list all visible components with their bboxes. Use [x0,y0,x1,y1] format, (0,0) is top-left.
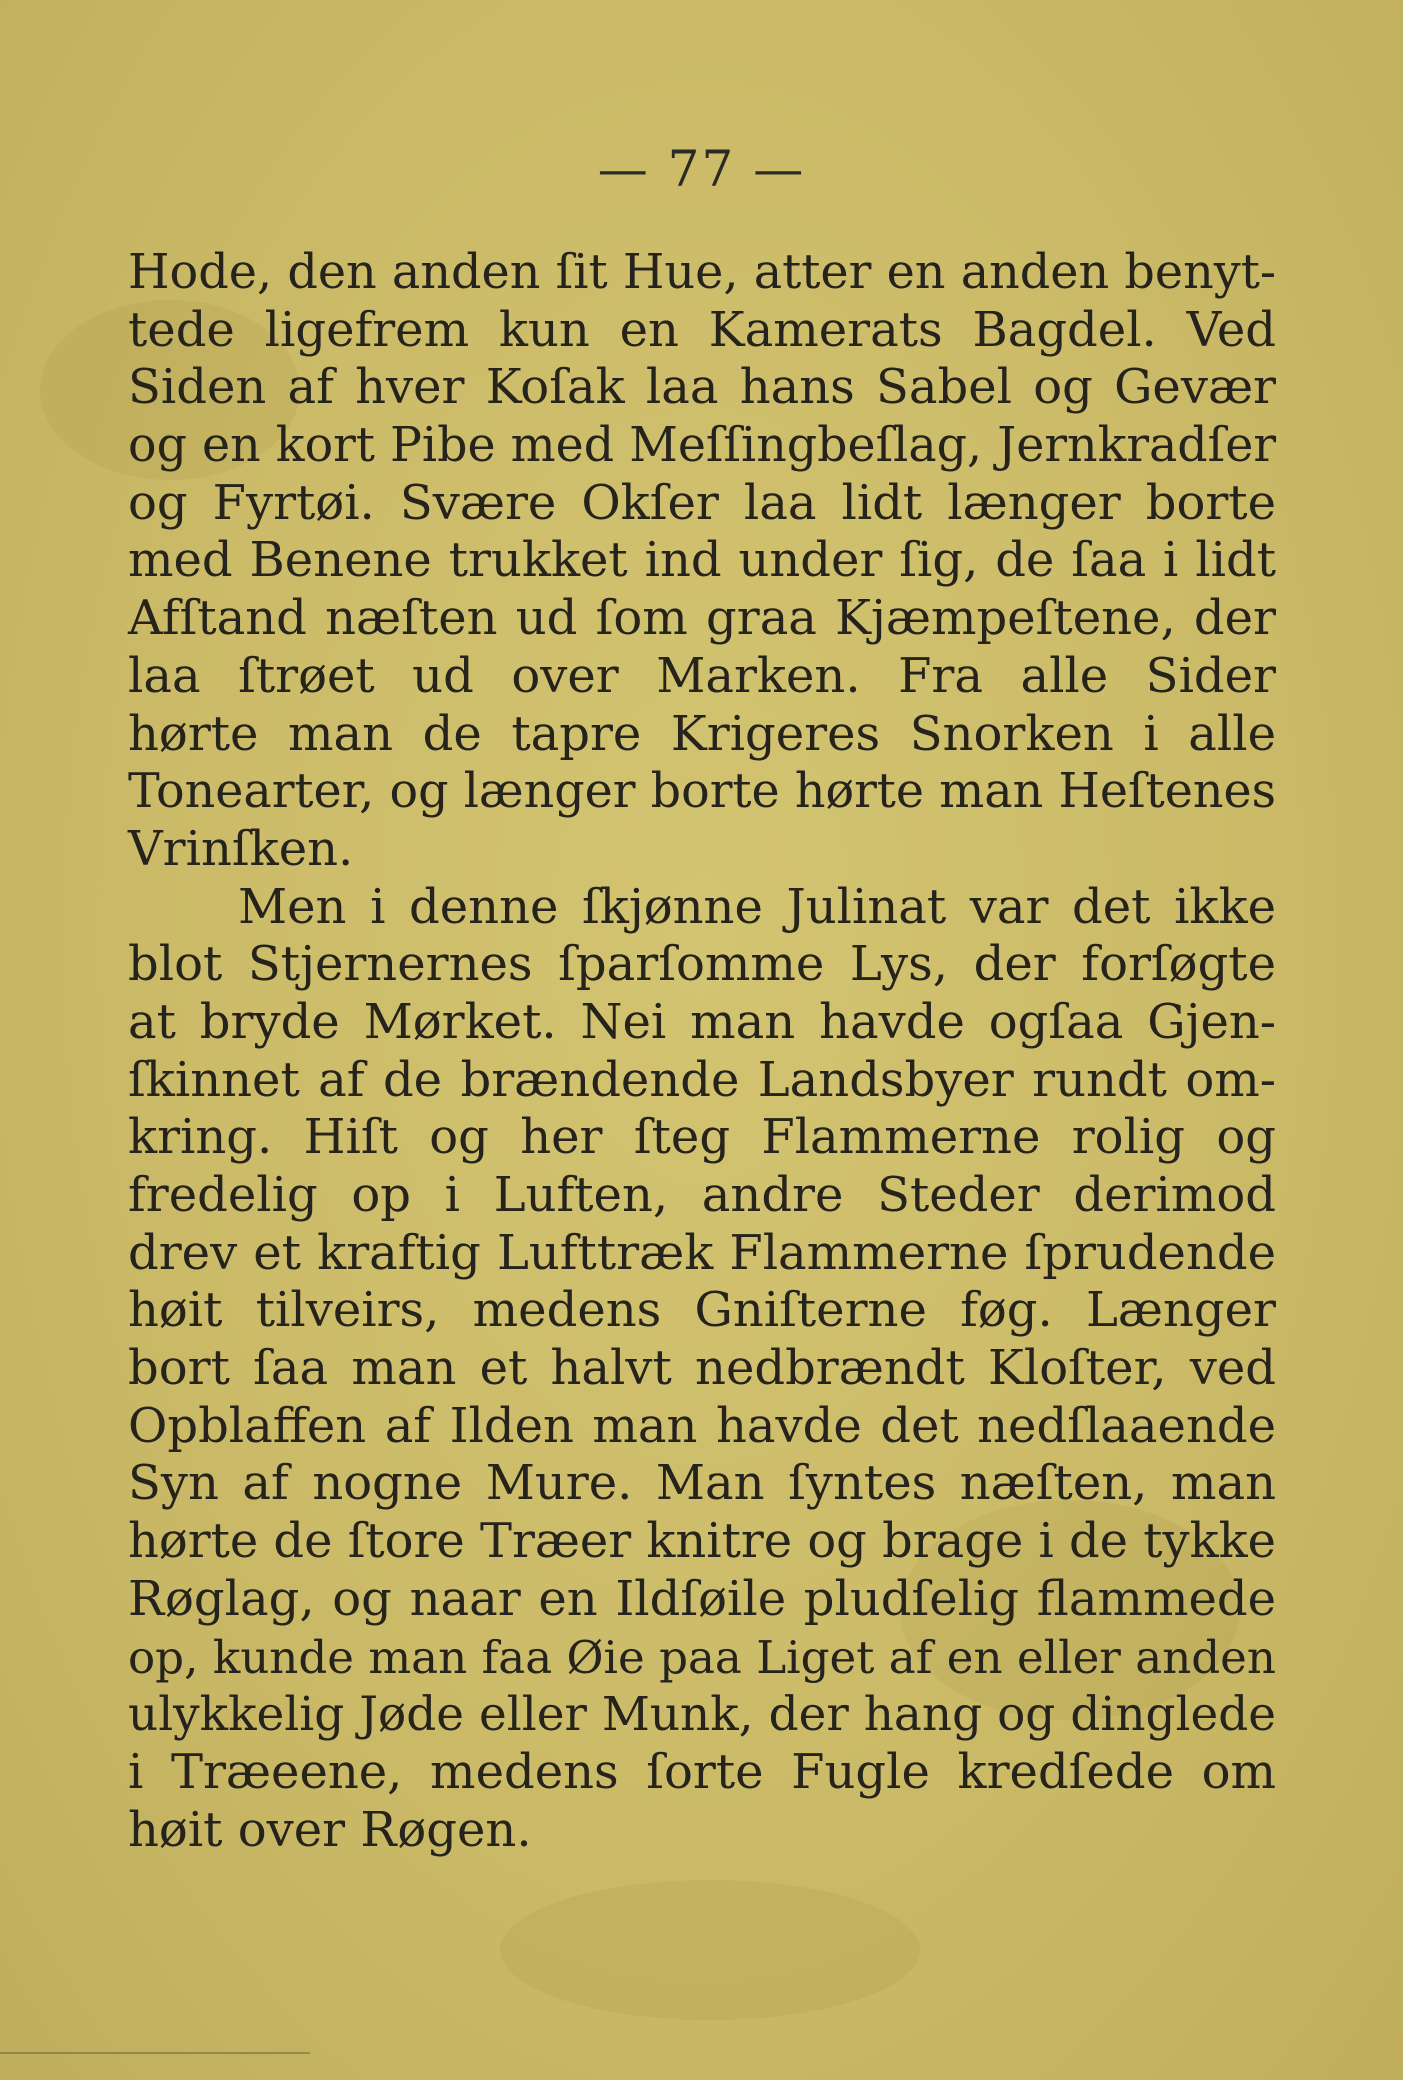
text-line: Men i denne ſkjønne Julinat var det ikke [238,878,1276,935]
text-line: hørte man de tapre Krigeres Snorken i alle [128,705,1276,762]
text-line: hørte de ſtore Træer knitre og brage i de tykke [128,1514,1276,1570]
text-line: Siden af hver Koſak laa hans Sabel og Gevær [128,359,1276,416]
page-number: — 77 — [597,140,806,198]
text-line: ſkinnet af de brændende Landsbyer rundt om- [128,1051,1276,1108]
text-line: kring. Hiſt og her ſteg Flammerne rolig og [128,1109,1276,1166]
paper-stain [500,1880,920,2020]
text-line: Syn af nogne Mure. Man ſyntes næſten, man [128,1455,1276,1512]
text-line: drev et kraftig Lufttræk Flammerne ſprudende [128,1224,1276,1281]
text-line: Tonearter, og længer borte hørte man Heſtenes [128,764,1276,820]
text-line: Afſtand næſten ud ſom graa Kjæmpeſtene, der [128,590,1276,647]
text-line: at bryde Mørket. Nei man havde ogſaa Gjen- [128,993,1276,1050]
text-line: ulykkelig Jøde eller Munk, der hang og dinglede [128,1687,1276,1743]
text-line: Røglag, og naar en Ildſøile pludſelig flammede [128,1570,1276,1627]
text-line: tede ligefrem kun en Kamerats Bagdel. Ved [128,301,1276,358]
text-line: i Træeene, medens ſorte Fugle kredſede om [128,1743,1276,1800]
text-line: Vrinſken. [128,820,354,877]
text-line: bort ſaa man et halvt nedbrændt Kloſter, ved [128,1340,1276,1397]
text-line: høit over Røgen. [128,1801,532,1858]
page-edge-line [0,2052,310,2054]
text-line: høit tilveirs, medens Gniſterne føg. Længer [128,1282,1276,1339]
text-line: og en kort Pibe med Meſſingbeſlag, Jernkradſer [128,418,1276,474]
body-text [128,244,1276,1859]
text-line: op, kunde man faa Øie paa Liget af en eller anden [128,1630,1276,1684]
text-line: fredelig op i Luften, andre Steder derimod [128,1167,1276,1223]
text-line: med Benene trukket ind under ſig, de ſaa i lidt [128,532,1276,589]
text-line: og Fyrtøi. Svære Okſer laa lidt længer borte [128,474,1276,531]
text-line: Opblaffen af Ilden man havde det nedſlaaende [128,1397,1276,1454]
text-line: laa ſtrøet ud over Marken. Fra alle Sider [128,647,1276,704]
text-line: blot Stjernernes ſparſomme Lys, der forſøgte [128,936,1276,993]
text-line: Hode, den anden ſit Hue, atter en anden benyt- [128,245,1276,300]
